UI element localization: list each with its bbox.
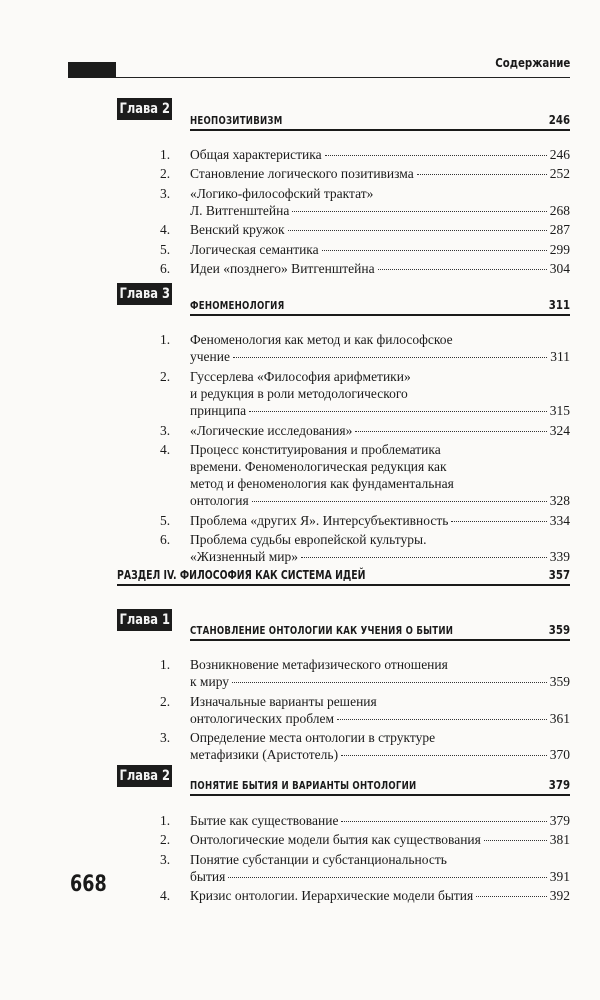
dot-leader (292, 211, 546, 212)
dot-leader (288, 230, 547, 231)
dot-leader (322, 250, 547, 251)
entry-number: 4. (160, 441, 171, 457)
entry-number: 1. (160, 147, 171, 162)
entry-title: Феноменология как метод и как философское (190, 332, 453, 347)
chapter-badge: Глава 3 (117, 283, 172, 305)
entry-number: 1. (160, 657, 171, 672)
entry-page: 268 (549, 202, 570, 218)
entry-title: «Жизненный мир» (190, 549, 299, 565)
entry-number: 3. (160, 422, 171, 438)
entry-number: 5. (160, 513, 171, 528)
entry-page: 359 (549, 674, 570, 689)
chapter-heading: СТАНОВЛЕНИЕ ОНТОЛОГИИ КАК УЧЕНИЯ О БЫТИИ 359 (190, 621, 570, 641)
chapter-heading: ФЕНОМЕНОЛОГИЯ 311 (190, 296, 570, 316)
dot-leader (476, 896, 547, 897)
entry-page: 391 (549, 868, 570, 884)
dot-leader (249, 411, 547, 412)
entry-title: бытия (190, 868, 226, 884)
entry-number: 4. (160, 222, 171, 238)
dot-leader (232, 682, 547, 683)
entry-page: 334 (549, 513, 570, 528)
entry-page: 361 (549, 710, 570, 726)
part-heading: РАЗДЕЛ IV. ФИЛОСОФИЯ КАК СИСТЕМА ИДЕЙ 357 (117, 566, 570, 586)
entry-title: Понятие субстанции и субстанциональность (190, 851, 447, 867)
entry-title: Л. Витгенштейна (190, 202, 290, 218)
dot-leader (378, 269, 547, 270)
dot-leader (233, 357, 547, 358)
entry-title: онтология (190, 492, 249, 508)
entry-number: 2. (160, 166, 171, 182)
entry-title: к миру (190, 674, 230, 689)
entry-page: 299 (549, 241, 570, 257)
entry-title: Проблема судьбы европейской культуры. (190, 532, 427, 548)
chapter-badge: Глава 1 (117, 609, 172, 631)
dot-leader (325, 155, 547, 156)
entry-title: Гуссерлева «Философия арифметики» (190, 368, 411, 384)
dot-leader (484, 840, 547, 841)
entry-number: 5. (160, 241, 171, 257)
entry-title: Онтологические модели бытия как существования (190, 832, 481, 848)
entry-number: 6. (160, 532, 171, 548)
entry-number: 3. (160, 185, 171, 201)
chapter-badge: Глава 2 (117, 765, 172, 787)
page-number: 668 (70, 872, 107, 897)
chapter-heading: ПОНЯТИЕ БЫТИЯ И ВАРИАНТЫ ОНТОЛОГИИ 379 (190, 776, 570, 796)
entry-page: 315 (549, 402, 570, 418)
entry-page: 287 (549, 222, 570, 238)
entry-page: 370 (549, 747, 570, 763)
dot-leader (355, 431, 546, 432)
entry-title: Изначальные варианты решения (190, 693, 377, 709)
entry-title: «Логические исследования» (190, 422, 353, 438)
entry-title: Процесс конституирования и проблематика (190, 441, 441, 457)
dot-leader (301, 557, 547, 558)
entry-number: 1. (160, 813, 171, 828)
entry-number: 4. (160, 888, 171, 904)
entry-title: Венский кружок (190, 222, 285, 238)
entry-page: 304 (549, 260, 570, 276)
entry-title: «Логико-философский трактат» (190, 185, 374, 201)
entry-page: 252 (549, 166, 570, 182)
entry-title: Проблема «других Я». Интерсубъективность (190, 513, 449, 528)
chapter-heading: НЕОПОЗИТИВИЗМ 246 (190, 111, 570, 131)
entry-title: метафизики (Аристотель) (190, 747, 339, 763)
entry-page: 311 (550, 349, 570, 364)
entry-title: принципа (190, 402, 247, 418)
dot-leader (341, 821, 546, 822)
entry-title: Идеи «позднего» Витгенштейна (190, 260, 375, 276)
entry-title: Логическая семантика (190, 241, 319, 257)
entry-page: 246 (549, 147, 570, 162)
entry-title: Возникновение метафизического отношения (190, 657, 448, 672)
entry-page: 339 (549, 549, 570, 565)
entry-number: 2. (160, 832, 171, 848)
dot-leader (252, 501, 547, 502)
entry-number: 6. (160, 260, 171, 276)
entry-title: Общая характеристика (190, 147, 322, 162)
chapter-badge: Глава 2 (117, 98, 172, 120)
entry-title: Определение места онтологии в структуре (190, 730, 436, 746)
entry-page: 381 (549, 832, 570, 848)
entry-number: 2. (160, 368, 171, 384)
dot-leader (417, 174, 547, 175)
entry-number: 3. (160, 730, 171, 746)
dot-leader (337, 719, 547, 720)
entry-title: учение (190, 349, 230, 364)
running-header: Содержание (494, 56, 570, 70)
entry-title: метод и феноменология как фундаментальная (190, 475, 454, 491)
header-rule (116, 77, 570, 78)
entry-title: Кризис онтологии. Иерархические модели бытия (190, 888, 474, 904)
entry-number: 1. (160, 332, 171, 347)
entry-page: 328 (549, 492, 570, 508)
entry-title: времени. Феноменологическая редукция как (190, 458, 447, 474)
entry-title: и редукция в роли методологического (190, 385, 408, 401)
header-black-bar (68, 62, 116, 78)
entry-title: Бытие как существование (190, 813, 339, 828)
entry-page: 379 (549, 813, 570, 828)
entry-title: Становление логического позитивизма (190, 166, 414, 182)
entry-number: 2. (160, 693, 171, 709)
dot-leader (341, 755, 547, 756)
entry-title: онтологических проблем (190, 710, 335, 726)
entry-number: 3. (160, 851, 171, 867)
entry-page: 324 (549, 422, 570, 438)
dot-leader (228, 877, 546, 878)
dot-leader (451, 521, 546, 522)
entry-page: 392 (549, 888, 570, 904)
